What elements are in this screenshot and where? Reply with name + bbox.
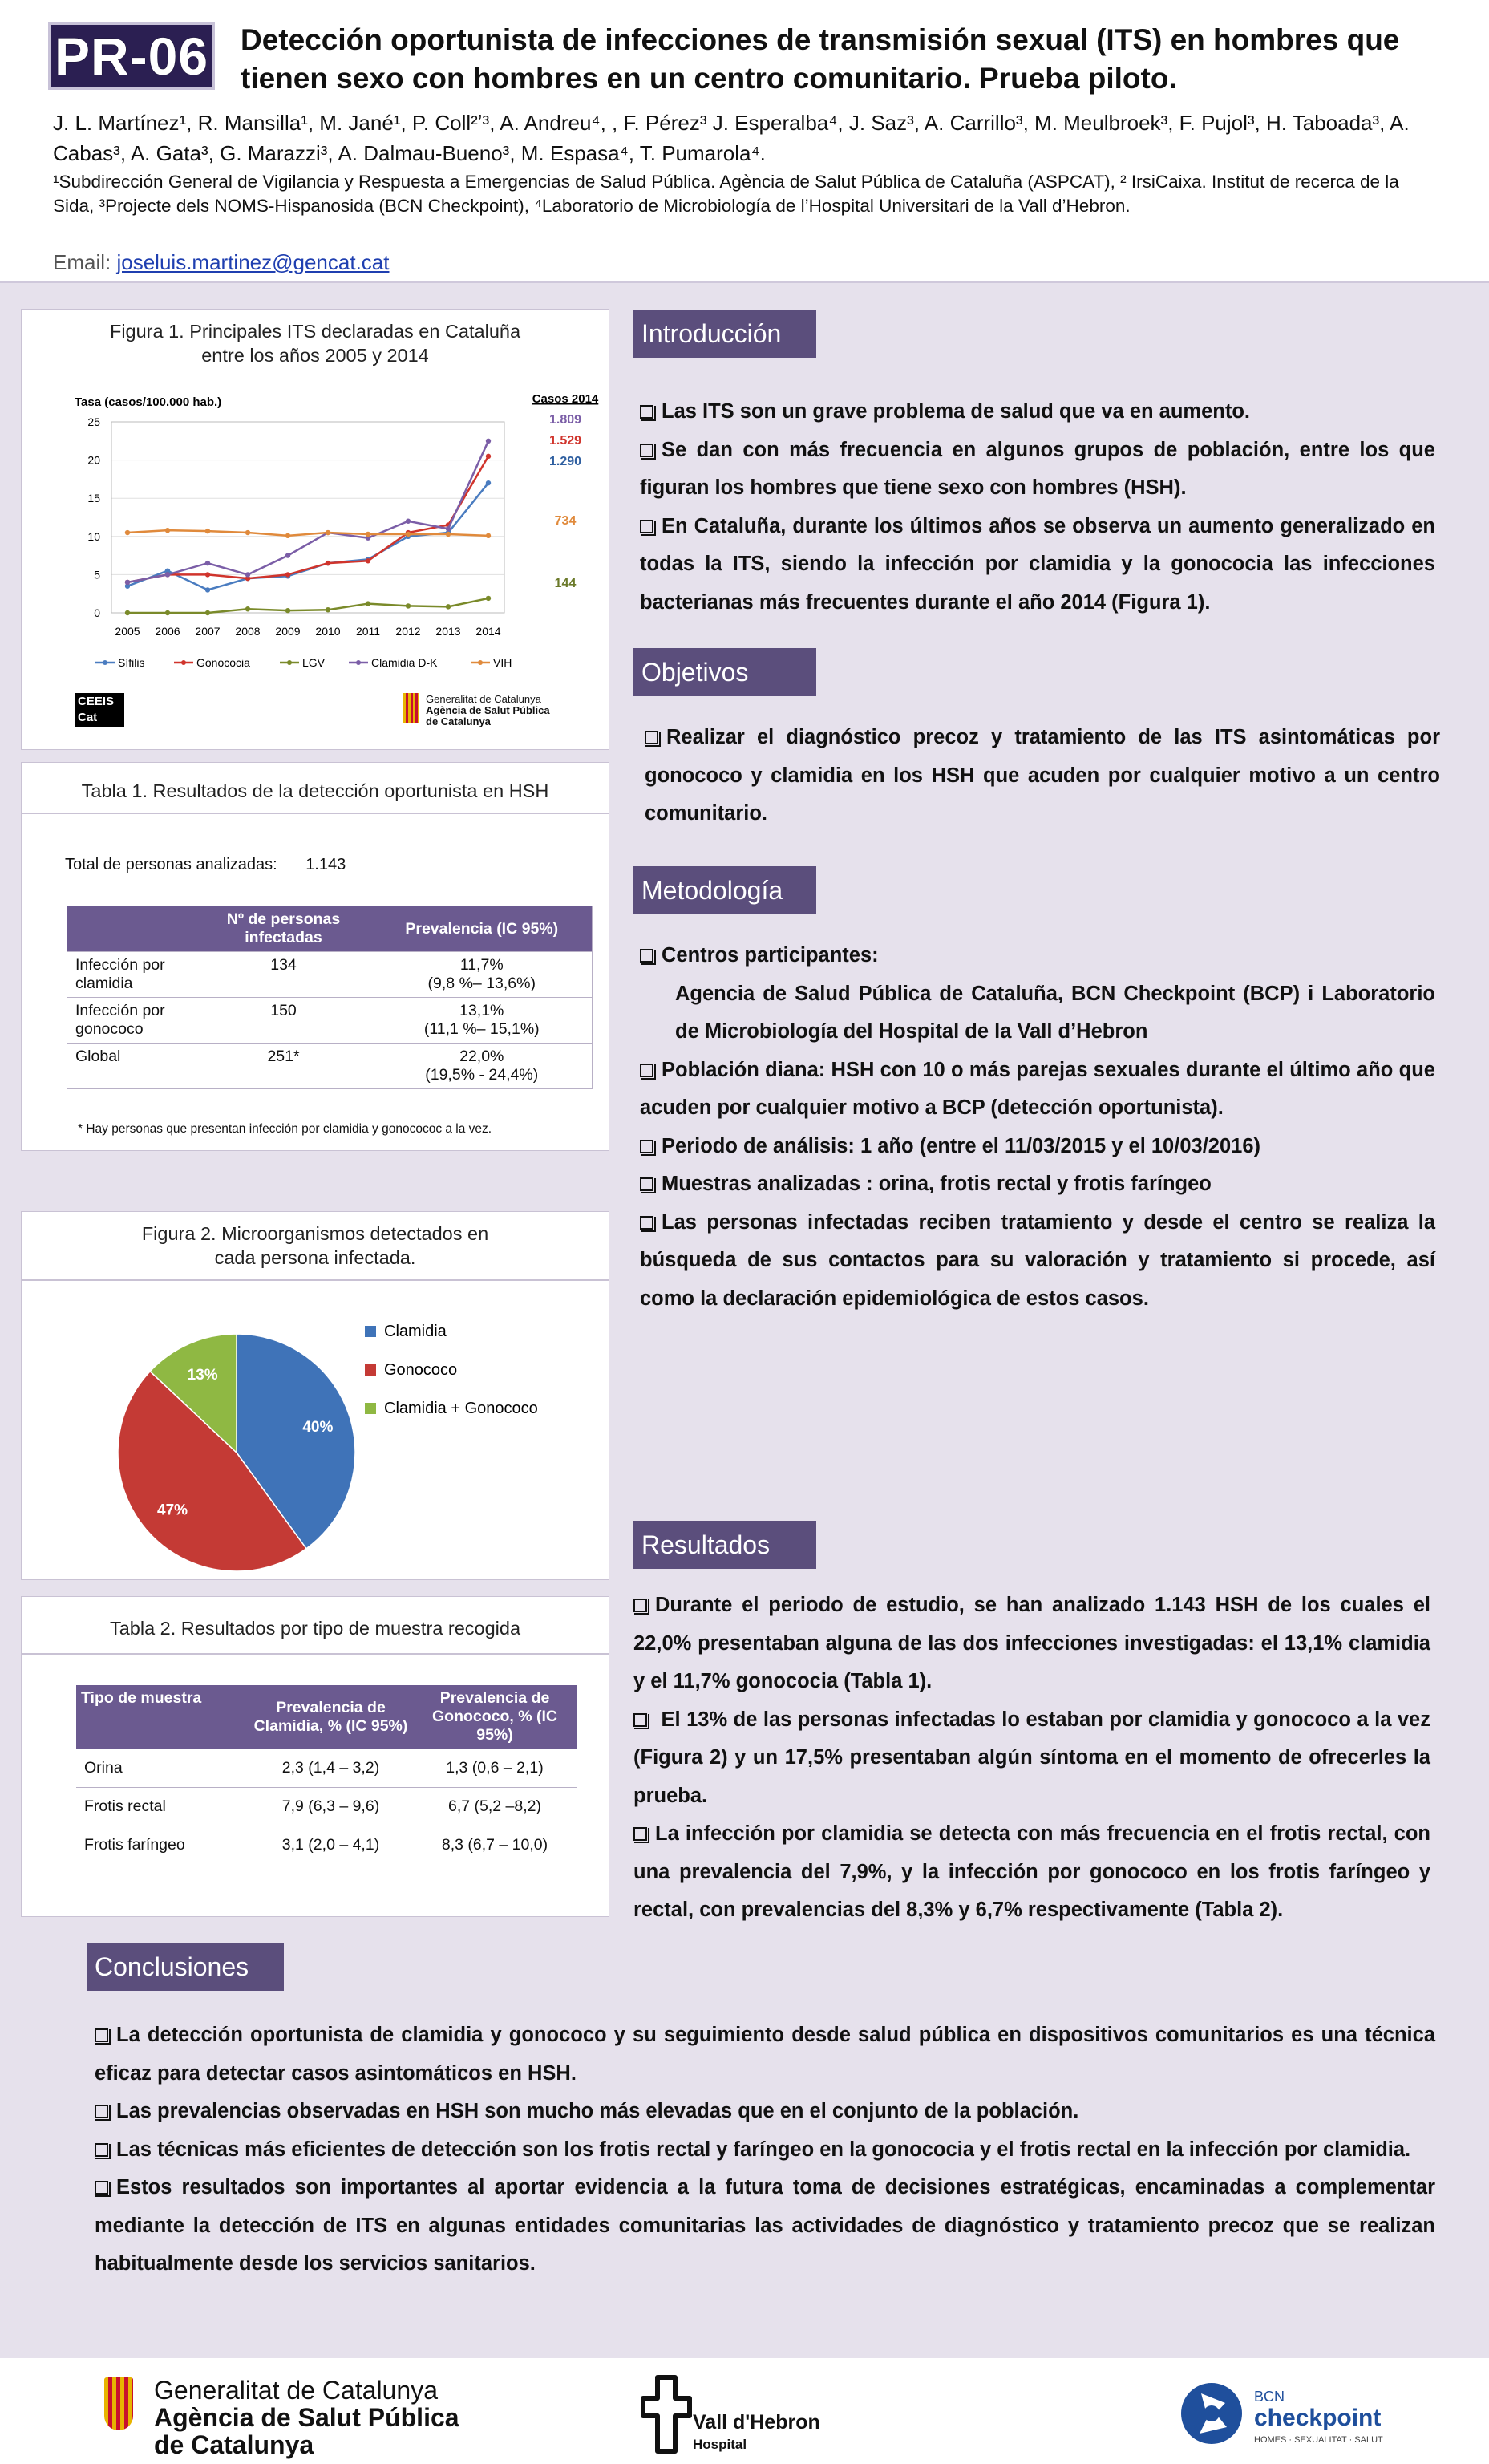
row-gonococo: 6,7 (5,2 –8,2) [413,1788,577,1826]
row-prevalence: 13,1% (11,1 %– 15,1%) [372,998,593,1044]
y-tick-label: 0 [94,606,100,619]
introduccion-text [640,393,1435,622]
checkpoint-label: checkpoint [1254,2405,1382,2431]
table1-header-2: Prevalencia (IC 95%) [372,906,593,952]
checkbox-bullet-icon [633,1599,647,1612]
row-count: 134 [196,952,372,998]
ceeis-logo-text: CEEIS Cat [78,695,115,724]
data-point [205,561,210,565]
table-row [76,1788,577,1826]
poster-header [0,0,1489,281]
legend-swatch [365,1403,376,1414]
table-row [67,998,593,1044]
checkpoint-symbol-icon [1177,2379,1246,2448]
row-label: Infección por clamidia [67,952,196,998]
legend-swatch [365,1326,376,1337]
data-point [446,532,451,537]
list-item: La detección oportunista de clamidia y gonococo y su seguimiento desde salud pública en dispositivos comunitarios es una técnica eficaz para detectar casos asintomáticos en HSH. [95,2024,1435,2085]
email-label: Email: [53,250,111,274]
data-point [125,580,130,585]
figure2-caption: Figura 2. Microorganismos detectados en cada persona infectada. [141,1223,489,1268]
data-point [245,530,250,535]
aspcat-small-line1: Generalitat de Catalunya [426,693,541,705]
data-point [486,454,491,459]
data-point [326,530,330,535]
legend-swatch [365,1364,376,1376]
data-point [285,572,290,577]
y-axis-label: Tasa (casos/100.000 hab.) [75,395,222,409]
list-item: Las ITS son un grave problema de salud que va en aumento. [640,393,1435,432]
list-item: Realizar el diagnóstico precoz y tratamiento de las ITS asintomáticas por gonococo y clamidia en los HSH que acuden por cualquier motivo a un centro comunitario. [645,726,1440,825]
legend-marker [356,660,361,665]
row-count: 251* [196,1044,372,1089]
row-count: 150 [196,998,372,1044]
x-tick-label: 2010 [315,625,341,638]
table2-header-0: Tipo de muestra [76,1685,249,1749]
data-point [406,532,411,537]
list-item: Se dan con más frecuencia en algunos grupos de población, entre los que figuran los hombres que tiene sexo con hombres (HSH). [640,438,1435,499]
email-link[interactable]: joseluis.martinez@gencat.cat [116,250,390,274]
series-line [127,456,488,582]
list-item: La infección por clamidia se detecta con más frecuencia en el frotis rectal, con una prevalencia del 7,9%, y la infección por gonococo en los frotis faríngeo y rectal, con prevalencias del 8,3% y 6,7% respectivamente (Tabla 2). [633,1822,1430,1921]
legend-marker [103,660,107,665]
checkbox-bullet-icon [640,949,653,962]
affiliations: ¹Subdirección General de Vigilancia y Respuesta a Emergencias de Salud Pública. Agència de Salut Pública de Cataluña (ASPCAT), ² IrsiCaixa. Institut de recerca de la Sida, ³Projecte dels NOMS-Hispanosida (BCN Checkpoint), ⁴Laboratorio de Microbiología de l’Hospital Universitari de la Vall d’Hebron. [53,172,1399,216]
aspcat-small-line3: de Catalunya [426,715,491,727]
x-tick-label: 2013 [435,625,461,638]
metodologia-heading: Metodología [633,866,816,914]
data-point [205,572,210,577]
checkbox-bullet-icon [95,2028,108,2042]
row-label: Orina [76,1749,249,1788]
checkbox-bullet-icon [640,1216,653,1230]
row-label: Frotis rectal [76,1788,249,1826]
table1-header-1: Nº de personas infectadas [196,906,372,952]
objetivos-text [645,719,1440,833]
aspcat-small-line2: Agència de Salut Pública [426,704,550,716]
table-row [76,1826,577,1865]
data-point [406,603,411,608]
data-point [366,532,370,537]
table1 [67,906,593,1089]
catalan-flag-icon [403,693,419,723]
row-gonococo: 8,3 (6,7 – 10,0) [413,1826,577,1865]
poster-title: Detección oportunista de infecciones de transmisión sexual (ITS) en hombres que tienen sexo con hombres en un centro comunitario. Prueba piloto. [241,23,1400,95]
generalitat-line1: Generalitat de Catalunya [154,2376,438,2405]
legend-entry: Gonococia [196,656,250,669]
data-point [205,610,210,615]
list-item: Las personas infectadas reciben tratamiento y desde el centro se realiza la búsqueda de sus contactos para su valoración y tratamiento si procede, así como la declaración epidemiológica de estos casos. [640,1210,1435,1310]
catalan-flag-icon [104,2377,133,2430]
list-item: Centros participantes: [640,937,1435,975]
checkbox-bullet-icon [633,1713,647,1727]
x-tick-label: 2008 [235,625,261,638]
list-item: Agencia de Salud Pública de Cataluña, BCN Checkpoint (BCP) i Laboratorio de Microbiología del Hospital de la Vall d’Hebron [675,982,1435,1043]
ceeis-logo [75,693,124,727]
data-point [165,572,170,577]
data-point [125,610,130,615]
legend-entry: Clamidia D-K [371,656,438,669]
data-point [486,533,491,538]
list-item: Las técnicas más eficientes de detección son los frotis rectal y faríngeo en la gonococia y el frotis rectal en la infección por clamidia. [95,2131,1435,2170]
table1-caption: Tabla 1. Resultados de la detección oportunista en HSH [81,780,549,801]
data-point [285,533,290,538]
band-divider [0,281,1489,283]
y-tick-label: 15 [87,492,100,505]
data-point [486,596,491,601]
table2-header-2: Prevalencia de Gonococo, % (IC 95%) [413,1685,577,1749]
metodologia-text [640,937,1435,1318]
list-item: Muestras analizadas : orina, frotis rectal y frotis faríngeo [640,1165,1435,1204]
table-row [76,1749,577,1788]
total-value: 1.143 [305,856,346,873]
data-point [446,526,451,531]
x-tick-label: 2011 [355,625,381,638]
generalitat-line3: de Catalunya [154,2430,314,2459]
conclusiones-heading: Conclusiones [87,1943,284,1991]
data-point [326,607,330,612]
plot-frame [111,422,504,613]
data-point [486,480,491,485]
data-point [205,529,210,533]
list-item: Población diana: HSH con 10 o más parejas sexuales durante el último año que acuden por cualquier motivo a BCP (detección oportunista). [640,1058,1435,1119]
checkbox-bullet-icon [640,405,653,419]
annotation-label: 1.809 [548,413,582,427]
row-prevalence: 11,7% (9,8 %– 13,6%) [372,952,593,998]
introduccion-heading: Introducción [633,310,816,358]
figure1-caption: Figura 1. Principales ITS declaradas en Cataluña entre los años 2005 y 2014 [109,321,521,366]
list-item: Periodo de análisis: 1 año (entre el 11/03/2015 y el 10/03/2016) [640,1128,1435,1166]
annotation-label: 144 [554,577,577,590]
table-row [67,952,593,998]
figure2-panel [21,1211,609,1580]
data-point [165,610,170,615]
legend-marker [478,660,483,665]
table1-header-0 [67,906,196,952]
vall-hebron-name: Vall d'Hebron [693,2411,820,2434]
pie-data-label: 47% [157,1502,188,1519]
checkbox-bullet-icon [645,731,658,744]
data-point [205,587,210,592]
checkbox-bullet-icon [95,2181,108,2194]
legend-entry: Clamidia [384,1323,447,1340]
row-clamidia: 3,1 (2,0 – 4,1) [249,1826,413,1865]
x-tick-label: 2005 [115,625,140,638]
table1-panel [21,762,609,1151]
checkbox-bullet-icon [640,1177,653,1191]
legend-entry: LGV [302,656,326,669]
data-point [326,561,330,565]
checkbox-bullet-icon [640,1064,653,1077]
bcn-label: BCN [1254,2389,1285,2405]
vall-hebron-cross-icon [640,2374,693,2454]
y-tick-label: 25 [87,415,100,428]
x-tick-label: 2007 [195,625,221,638]
row-clamidia: 2,3 (1,4 – 3,2) [249,1749,413,1788]
pie-data-label: 13% [187,1367,218,1384]
x-tick-label: 2012 [395,625,421,638]
conclusiones-text [95,2016,1435,2284]
checkbox-bullet-icon [95,2105,108,2118]
legend-marker [287,660,292,665]
line-chart [22,383,609,720]
pie-chart [22,1286,609,1574]
email-line [53,250,389,275]
list-item: Durante el periodo de estudio, se han analizado 1.143 HSH de los cuales el 22,0% presentaban alguna de las dos infecciones investigadas: el 13,1% clamidia y el 11,7% gonococia (Tabla 1). [633,1594,1430,1692]
figure2-divider [22,1279,609,1281]
row-label: Frotis faríngeo [76,1826,249,1865]
table2-divider [22,1653,609,1655]
objetivos-heading: Objetivos [633,648,816,696]
figure1-panel [21,309,609,750]
data-point [125,530,130,535]
legend-marker [181,660,186,665]
checkbox-bullet-icon [640,520,653,533]
data-point [366,601,370,606]
resultados-heading: Resultados [633,1521,816,1569]
data-point [406,519,411,524]
data-point [165,528,170,533]
total-label: Total de personas analizadas: [65,856,277,873]
data-point [486,439,491,444]
row-label: Infección por gonococo [67,998,196,1044]
pie-data-label: 40% [302,1419,334,1437]
data-point [446,604,451,609]
authors: J. L. Martínez¹, R. Mansilla¹, M. Jané¹, P. Coll²ʼ³, A. Andreu⁴, , F. Pérez³ J. Esperalba⁴, J. Saz³, A. Carrillo³, M. Meulbroek³, F. Pujol³, H. Taboada³, A. Cabas³, A. Gata³, G. Marazzi³, A. Dalmau-Bueno³, M. Espasa⁴, T. Pumarola⁴. [53,111,1410,165]
legend-entry: VIH [493,656,512,669]
checkbox-bullet-icon [95,2143,108,2157]
table2-header-1: Prevalencia de Clamidia, % (IC 95%) [249,1685,413,1749]
x-tick-label: 2006 [155,625,180,638]
row-label: Global [67,1044,196,1089]
row-clamidia: 7,9 (6,3 – 9,6) [249,1788,413,1826]
x-tick-label: 2009 [275,625,301,638]
table1-divider [22,813,609,814]
data-point [245,606,250,611]
annotation-label: 1.290 [548,455,582,468]
y-tick-label: 5 [94,568,100,582]
generalitat-line2: Agència de Salut Pública [154,2403,459,2432]
data-point [245,572,250,577]
legend-entry: Gonococo [384,1361,458,1379]
y-tick-label: 20 [87,453,100,467]
data-point [285,553,290,557]
annotation-title: Casos 2014 [532,392,599,406]
list-item: Las prevalencias observadas en HSH son mucho más elevadas que en el conjunto de la población. [95,2093,1435,2131]
data-point [285,608,290,613]
series-line [127,598,488,613]
x-tick-label: 2014 [475,625,501,638]
table2-panel [21,1596,609,1917]
poster-code: PR-06 [48,22,215,90]
table1-footnote: * Hay personas que presentan infección por clamidia y gonocococ a la vez. [78,1122,492,1136]
table2 [76,1685,577,1864]
table2-caption: Tabla 2. Resultados por tipo de muestra recogida [109,1618,521,1639]
series-line [127,441,488,582]
table1-total [65,856,346,874]
table-row [67,1044,593,1089]
resultados-text [633,1587,1430,1930]
annotation-label: 734 [554,514,577,528]
y-tick-label: 10 [87,529,100,543]
vall-hebron-sub: Hospital [693,2437,747,2452]
data-point [366,558,370,563]
checkbox-bullet-icon [640,444,653,457]
checkbox-bullet-icon [640,1140,653,1153]
list-item: El 13% de las personas infectadas lo estaban por clamidia y gonococo a la vez (Figura 2) y un 17,5% presentaban algún síntoma en el momento de ofrecerles la prueba. [633,1708,1430,1807]
legend-entry: Sífilis [118,656,145,669]
legend-entry: Clamidia + Gonococo [384,1400,538,1417]
annotation-label: 1.529 [548,434,582,448]
list-item: Estos resultados son importantes al aportar evidencia a la futura toma de decisiones estratégicas, encaminadas a complementar mediante la detección de ITS en algunas entidades comunitarias las actividades de diagnóstico y tratamiento precoz que se realizan habitualmente desde los servicios sanitarios. [95,2176,1435,2275]
checkbox-bullet-icon [633,1827,647,1841]
footer [0,2358,1489,2464]
row-gonococo: 1,3 (0,6 – 2,1) [413,1749,577,1788]
row-prevalence: 22,0% (19,5% - 24,4%) [372,1044,593,1089]
list-item: En Cataluña, durante los últimos años se observa un aumento generalizado en todas la ITS, siendo la infección por clamidia y la gonococia las infecciones bacterianas más frecuentes durante el año 2014 (Figura 1). [640,514,1435,614]
checkpoint-tagline: HOMES · SEXUALITAT · SALUT [1254,2435,1383,2445]
